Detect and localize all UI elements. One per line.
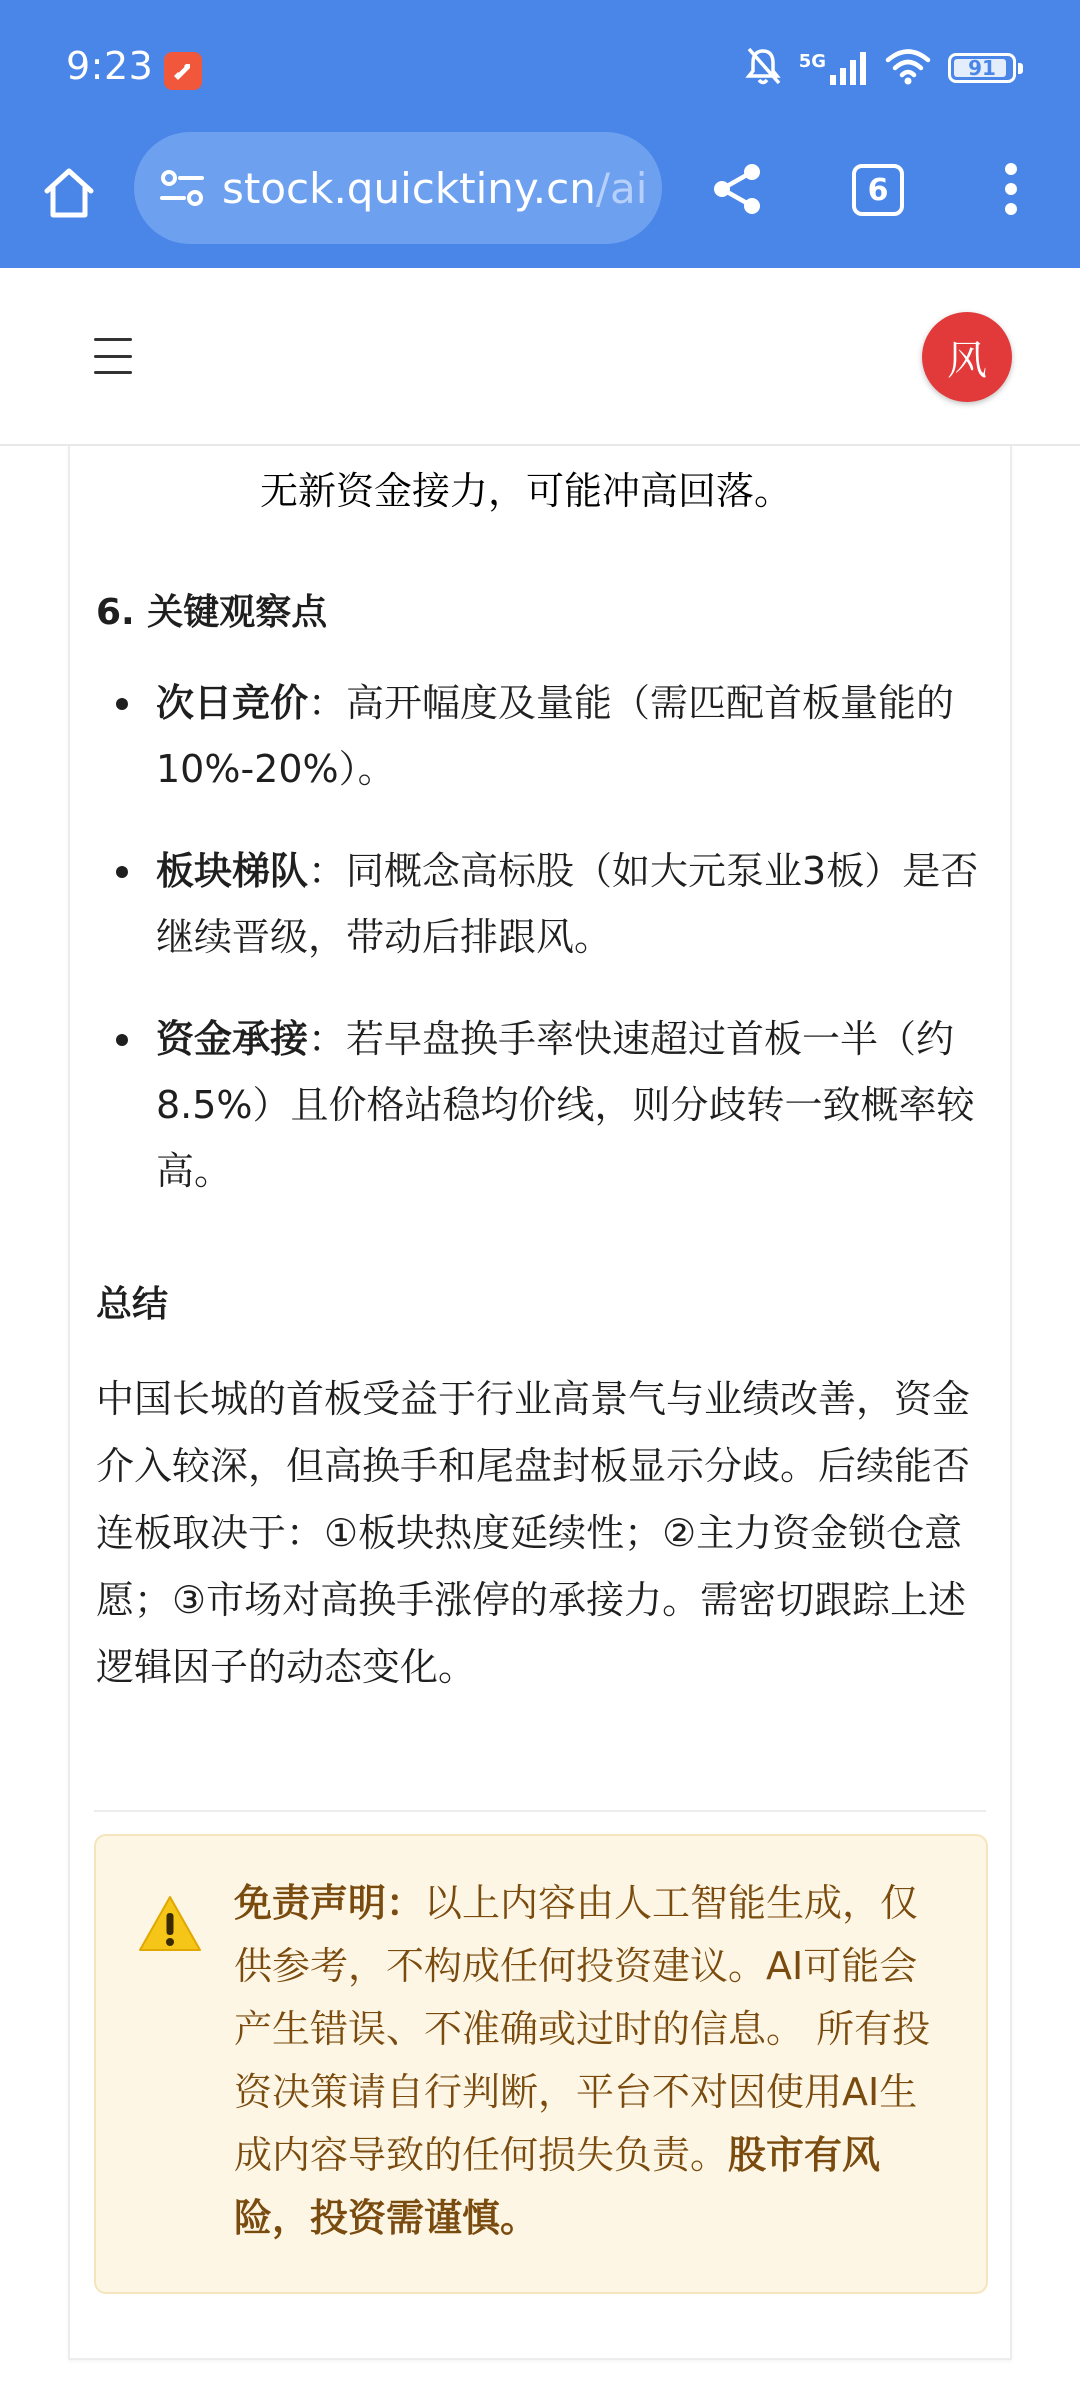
home-icon	[41, 165, 97, 221]
bullet-term: 资金承接	[156, 1017, 309, 1061]
battery-level: 91	[968, 56, 996, 80]
hamburger-menu-icon[interactable]	[94, 338, 132, 374]
list-item	[96, 670, 996, 802]
more-vert-icon	[1004, 162, 1018, 216]
bullet-term: 板块梯队	[156, 849, 309, 893]
list-item	[96, 1006, 996, 1204]
continuation-text: 无新资金接力，可能冲高回落。	[260, 469, 793, 513]
url-host: stock.quicktiny.cn	[222, 163, 596, 213]
user-avatar[interactable]: 风	[922, 312, 1012, 402]
status-bar	[0, 0, 1080, 130]
status-time: 9:23	[66, 44, 154, 88]
browser-chrome	[0, 0, 1080, 268]
disclaimer-body: 以上内容由人工智能生成，仅供参考，不构成任何投资建议。AI可能会产生错误、不准确或过时的信息。 所有投资决策请自行判断，平台不对因使用AI生成内容导致的任何损失负责。	[234, 1881, 931, 2177]
disclaimer-box	[94, 1834, 988, 2294]
site-header	[0, 268, 1080, 446]
bullet-text: ：若早盘换手率快速超过首板一半（约8.5%）且价格站稳均价线，则分歧转一致概率较高。	[156, 1017, 975, 1193]
bullet-term: 次日竞价	[156, 681, 309, 725]
site-settings-icon[interactable]	[158, 164, 206, 212]
tab-switcher-button[interactable]: 6	[852, 164, 904, 216]
bullet-text: ：高开幅度及量能（需匹配首板量能的10%-20%）。	[156, 681, 955, 791]
disclaimer-text	[234, 1872, 954, 2250]
share-icon	[708, 160, 766, 218]
address-bar[interactable]	[134, 132, 662, 244]
observation-list	[96, 670, 996, 1240]
status-icons	[743, 46, 1016, 90]
summary-text: 中国长城的首板受益于行业高景气与业绩改善，资金介入较深，但高换手和尾盘封板显示分歧。后续能否连板取决于：①板块热度延续性；②主力资金锁仓意愿；③市场对高换手涨停的承接力。需密切跟踪上述逻辑因子的动态变化。	[96, 1377, 971, 1689]
disclaimer-label: 免责声明：	[234, 1881, 425, 1925]
overflow-menu-button[interactable]	[996, 156, 1026, 222]
url-path: /ai	[595, 163, 648, 213]
home-button[interactable]	[36, 160, 102, 226]
divider	[94, 1810, 986, 1812]
summary-title: 总结	[96, 1284, 169, 1325]
ai-answer-card	[68, 446, 1012, 2360]
list-item	[96, 838, 996, 970]
browser-toolbar	[0, 130, 1080, 268]
wifi-icon	[884, 47, 932, 89]
url-text[interactable]	[222, 164, 647, 213]
section-title-observation: 6. 关键观察点	[96, 592, 328, 633]
app-notification-icon	[164, 52, 202, 90]
disclaimer-emphasis: 股市有风险，投资需谨慎。	[234, 2133, 881, 2240]
share-button[interactable]	[704, 156, 770, 222]
warning-icon	[138, 1894, 202, 1954]
battery-icon	[948, 53, 1016, 83]
bullet-text: ：同概念高标股（如大元泵业3板）是否继续晋级，带动后排跟风。	[156, 849, 979, 959]
signal-icon	[799, 51, 868, 85]
network-label: 5G	[798, 51, 826, 72]
mute-icon	[743, 45, 783, 91]
